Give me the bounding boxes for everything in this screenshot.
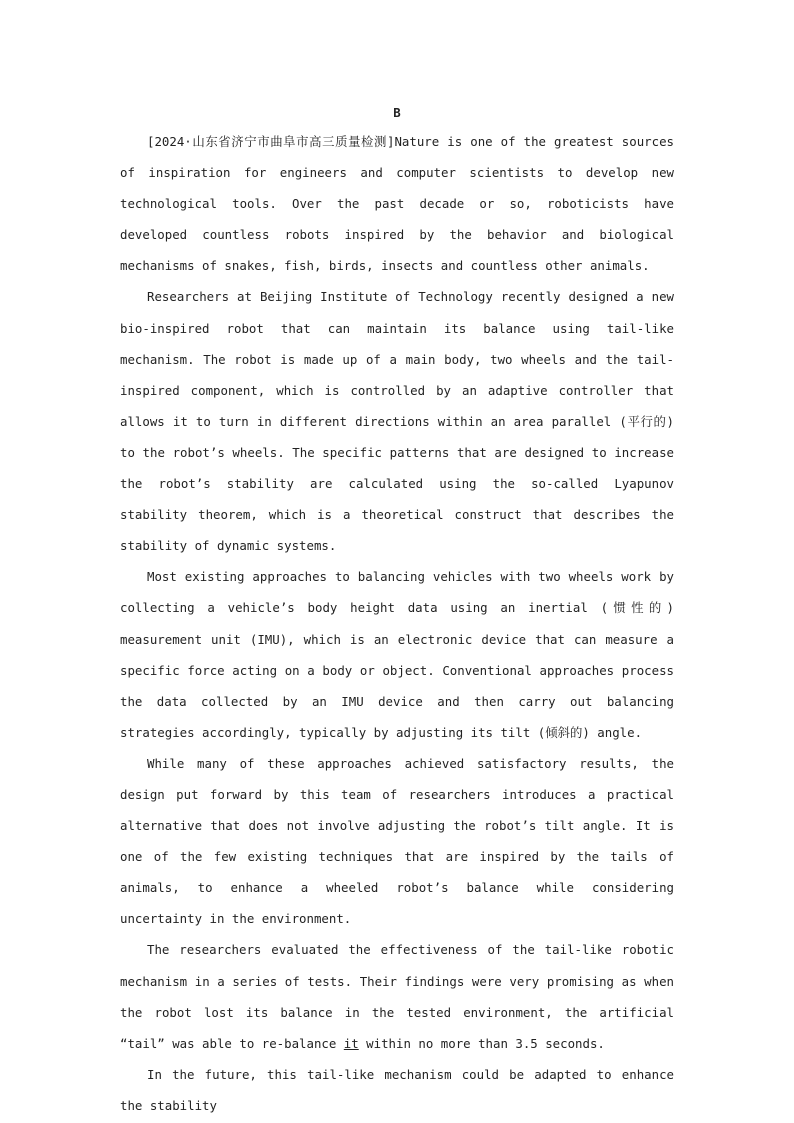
- underlined-word: it: [343, 1035, 359, 1051]
- paragraph-1-text: Nature is one of the greatest sources of inspiration for engineers and computer scientists to develop new technological tools. Over the past decade or so, roboticists have developed countless robots inspired by the behavior and biological mechanisms of snakes, fish, birds, insects and countless other animals.: [120, 134, 675, 274]
- paragraph-4: While many of these approaches achieved satisfactory results, the design put forward by this team of researchers introduces a practical alternative that does not involve adjusting the robot’s tilt angle. It is one of the few existing techniques that are inspired by the tails of animals, to enhance a wheeled robot’s balance while considering uncertainty in the environment.: [120, 755, 674, 927]
- source-citation: [2024·山东省济宁市曲阜市高三质量检测]: [147, 134, 395, 149]
- paragraph-5: [120, 934, 674, 1058]
- paragraph-6: In the future, this tail-like mechanism could be adapted to enhance the stability: [120, 1066, 674, 1113]
- paragraph-3: Most existing approaches to balancing vehicles with two wheels work by collecting a vehicle’s body height data using an inertial (惯性的) measurement unit (IMU), which is an electronic device that can measure a specific force acting on a body or object. Conventional approaches process the data collected by an IMU device and then carry out balancing strategies accordingly, typically by adjusting its tilt (倾斜的) angle.: [120, 569, 674, 740]
- section-heading: B: [393, 105, 401, 120]
- paragraph-5-after: within no more than 3.5 seconds.: [358, 1035, 605, 1051]
- paragraph-1: [120, 126, 674, 281]
- paragraph-2: Researchers at Beijing Institute of Technology recently designed a new bio-inspired robot that can maintain its balance using tail-like mechanism. The robot is made up of a main body, two wheels and the tail-inspired component, which is controlled by an adaptive controller that allows it to turn in different directions within an area parallel (平行的) to the robot’s wheels. The specific patterns that are designed to increase the robot’s stability are calculated using the so-called Lyapunov stability theorem, which is a theoretical construct that describes the stability of dynamic systems.: [120, 289, 674, 554]
- paragraph-5-before: The researchers evaluated the effectiveness of the tail-like robotic mechanism in a series of tests. Their findings were very promising as when the robot lost its balance in the tested environment, the artificial “tail” was able to re-balance: [120, 942, 674, 1051]
- reading-passage: [120, 100, 674, 1121]
